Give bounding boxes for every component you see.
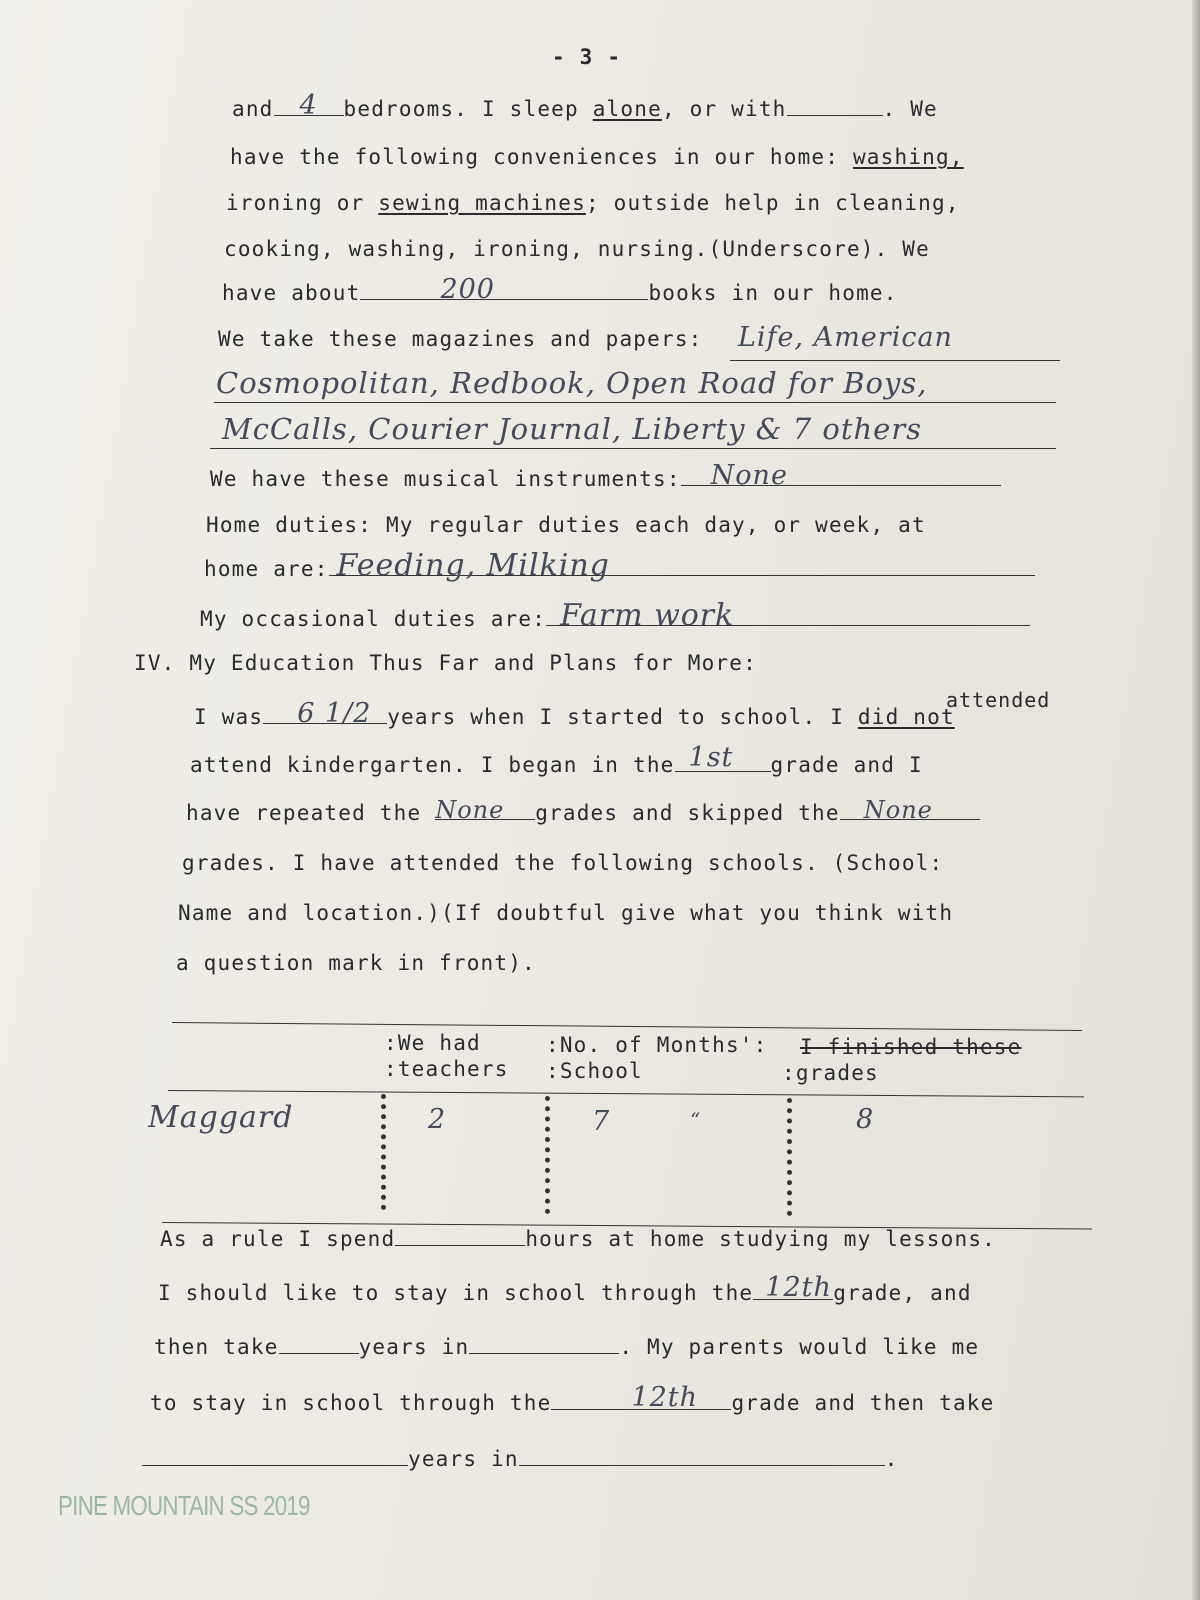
parents-line: to stay in school through the 12th grade and then take <box>150 1382 995 1415</box>
start-grade-field[interactable]: 1st <box>675 753 771 772</box>
magazines-rule-2 <box>214 402 1056 403</box>
bedrooms-field[interactable]: 4 <box>274 97 344 116</box>
study-hours-line: As a rule I spend hours at home studying my lessons. <box>160 1227 997 1251</box>
years-field-2[interactable] <box>142 1447 408 1466</box>
parents-grade-field[interactable]: 12th <box>551 1391 731 1410</box>
magazines-rule-3 <box>210 448 1056 449</box>
grades-line: grades. I have attended the following schools. (School: <box>182 851 944 875</box>
education-heading: IV. My Education Thus Far and Plans for More: <box>134 651 757 675</box>
bedrooms-line: and 4 bedrooms. I sleep alone, or with . We <box>232 90 938 121</box>
row-months: 7 <box>592 1106 611 1137</box>
age-field[interactable]: 6 1/2 <box>263 705 387 724</box>
col-divider-1 <box>381 1094 386 1210</box>
magazines-rule-1 <box>730 360 1060 361</box>
books-line: have about 200 books in our home. <box>222 274 898 305</box>
row-teachers: 2 <box>428 1104 447 1135</box>
sewing-underscored: sewing machines <box>378 191 586 215</box>
col-divider-3 <box>787 1098 792 1216</box>
years-in-field-2[interactable] <box>519 1447 885 1466</box>
watermark: PINE MOUNTAIN SS 2019 <box>58 1490 310 1521</box>
occasional-duties-field[interactable]: Farm work <box>546 607 1030 626</box>
instruments-field[interactable]: None <box>681 467 1001 486</box>
col-teachers-header-1: :We had <box>384 1031 481 1055</box>
occasional-duties-line: My occasional duties are: Farm work <box>200 606 1030 632</box>
instruments-line: We have these musical instruments: None <box>210 466 1001 492</box>
col-grades-header-1: I finished these <box>800 1035 1022 1059</box>
then-take-line: then take years in . My parents would like me <box>154 1335 980 1359</box>
row-ditto: “ <box>690 1108 702 1132</box>
question-mark-line: a question mark in front). <box>176 951 536 975</box>
did-not-underscored: did not <box>857 705 955 729</box>
magazines-answer-3: McCalls, Courier Journal, Liberty & 7 others <box>222 412 923 446</box>
col-teachers-header-2: :teachers <box>384 1057 509 1081</box>
home-duties-line: Home duties: My regular duties each day, or week, at <box>206 513 926 537</box>
col-grades-header-2: :grades <box>782 1061 879 1085</box>
row-school: Maggard <box>148 1100 294 1135</box>
regular-duties-line: home are: Feeding, Milking <box>204 556 1035 582</box>
conveniences-line: have the following conveniences in our home: washing, <box>230 145 964 169</box>
age-line: I was 6 1/2 years when I started to school. I did not <box>194 698 955 729</box>
row-grades: 8 <box>856 1104 875 1135</box>
table-header-rule <box>168 1090 1084 1097</box>
cooking-line: cooking, washing, ironing, nursing.(Underscore). We <box>224 237 930 261</box>
magazines-answer-2: Cosmopolitan, Redbook, Open Road for Boys, <box>216 366 928 400</box>
col-months-header-1: :No. of Months': <box>546 1033 768 1057</box>
repeated-line: have repeated the None grades and skipped the None <box>186 800 980 826</box>
years-in-line: years in . <box>142 1446 899 1472</box>
page-number: - 3 - <box>552 45 622 69</box>
study-hours-field[interactable] <box>395 1227 525 1246</box>
stay-grade-field[interactable]: 12th <box>753 1281 833 1300</box>
stay-in-school-line: I should like to stay in school through the 12th grade, and <box>158 1272 972 1305</box>
name-location-line: Name and location.)(If doubtful give what you think with <box>178 901 954 925</box>
paper-edge <box>1192 0 1200 1600</box>
sleep-with-field[interactable] <box>787 97 883 116</box>
repeated-field[interactable]: None <box>435 801 535 820</box>
years-in-field-1[interactable] <box>469 1335 619 1354</box>
washing-underscored: washing, <box>852 145 964 169</box>
magazines-answer-1: Life, American <box>738 322 953 353</box>
years-field-1[interactable] <box>279 1335 359 1354</box>
regular-duties-field[interactable]: Feeding, Milking <box>329 557 1035 576</box>
skipped-field[interactable]: None <box>840 801 980 820</box>
attended-overwrite: attended <box>946 688 1051 712</box>
kindergarten-line: attend kindergarten. I began in the 1st grade and I <box>190 742 923 777</box>
ironing-line: ironing or sewing machines; outside help in cleaning, <box>226 191 960 215</box>
books-field[interactable]: 200 <box>360 281 648 300</box>
col-months-header-2: :School <box>546 1059 643 1083</box>
table-top-rule <box>172 1022 1082 1031</box>
col-divider-2 <box>545 1096 550 1214</box>
magazines-label: We take these magazines and papers: <box>218 327 703 351</box>
alone-underscored: alone <box>592 97 662 121</box>
